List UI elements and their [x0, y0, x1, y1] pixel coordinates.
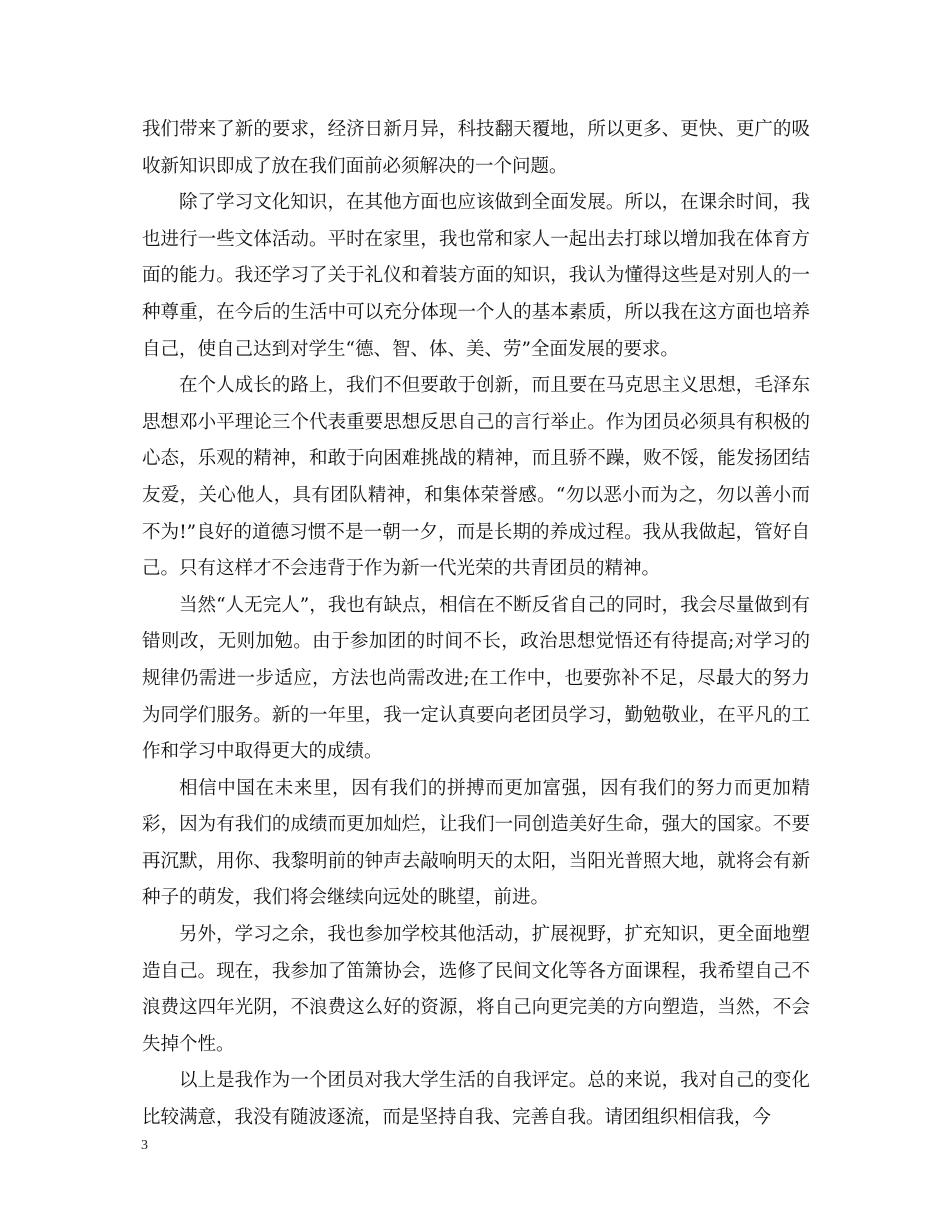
- paragraph: 除了学习文化知识，在其他方面也应该做到全面发展。所以，在课余时间，我也进行一些文体活动。平时在家里，我也常和家人一起出去打球以增加我在体育方面的能力。我还学习了关于礼仪和着装方面的知识，我认为懂得这些是对别人的一种尊重，在今后的生活中可以充分体现一个人的基本素质，所以我在这方面也培养自己，使自己达到对学生“德、智、体、美、劳”全面发展的要求。: [142, 192, 810, 360]
- paragraph: 相信中国在未来里，因有我们的拼搏而更加富强，因有我们的努力而更加精彩，因为有我们的成绩而更加灿烂，让我们一同创造美好生命，强大的国家。不要再沉默，用你、我黎明前的钟声去敲响明天的太阳，当阳光普照大地，就将会有新种子的萌发，我们将会继续向远处的眺望，前进。: [142, 777, 810, 909]
- paragraph: 另外，学习之余，我也参加学校其他活动，扩展视野，扩充知识，更全面地塑造自己。现在，我参加了笛箫协会，选修了民间文化等各方面课程，我希望自己不浪费这四年光阴，不浪费这么好的资源，将自己向更完美的方向塑造，当然，不会失掉个性。: [142, 924, 810, 1055]
- paragraph: 在个人成长的路上，我们不但要敢于创新，而且要在马克思主义思想，毛泽东思想邓小平理论三个代表重要思想反思自己的言行举止。作为团员必须具有积极的心态，乐观的精神，和敢于向困难挑战的精神，而且骄不躁，败不馁，能发扬团结友爱，关心他人，具有团队精神，和集体荣誉感。“勿以恶小而为之，勿以善小而不为!”良好的道德习惯不是一朝一夕，而是长期的养成过程。我从我做起，管好自己。只有这样才不会违背于作为新一代光荣的共青团员的精神。: [142, 375, 810, 580]
- paragraph-continued: 我们带来了新的要求，经济日新月异，科技翻天覆地，所以更多、更快、更广的吸收新知识即成了放在我们面前必须解决的一个问题。: [142, 119, 810, 177]
- page-number: 3: [141, 1138, 148, 1153]
- paragraph: 以上是我作为一个团员对我大学生活的自我评定。总的来说，我对自己的变化比较满意，我没有随波逐流，而是坚持自我、完善自我。请团组织相信我，今: [142, 1070, 810, 1129]
- body-text: [142, 112, 810, 1137]
- paragraph: 当然“人无完人”，我也有缺点，相信在不断反省自己的同时，我会尽量做到有错则改，无则加勉。由于参加团的时间不长，政治思想觉悟还有待提高;对学习的规律仍需进一步适应，方法也尚需改进;在工作中，也要弥补不足，尽最大的努力为同学们服务。新的一年里，我一定认真要向老团员学习，勤勉敬业，在平凡的工作和学习中取得更大的成绩。: [142, 594, 810, 763]
